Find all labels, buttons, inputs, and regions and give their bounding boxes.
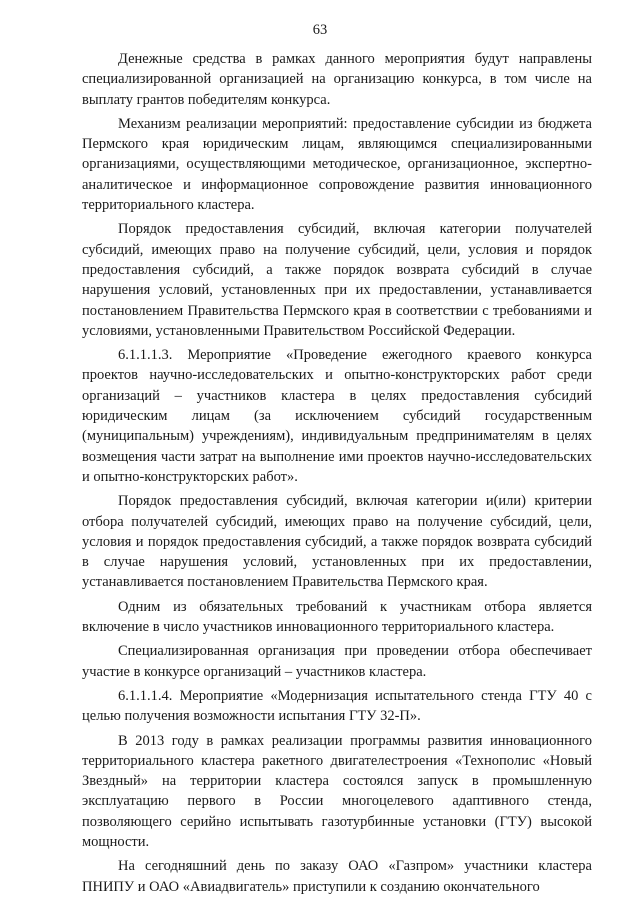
paragraph: В 2013 году в рамках реализации программы развития инновационного территориального кластера ракетного двигателестроения «Технополис «Новый Звездный» на территории кластера состоялся запуск в промышленную эксплуатацию первого в России многоцелевого адаптивного стенда, позволяющего серийно испытывать газотурбинные установки (ГТУ) высокой мощности. — [82, 732, 592, 850]
page-number: 63 — [312, 22, 328, 38]
paragraph: 6.1.1.1.4. Мероприятие «Модернизация испытательного стенда ГТУ 40 с целью получения возможности испытания ГТУ 32-П». — [82, 687, 592, 725]
paragraph: Специализированная организация при проведении отбора обеспечивает участие в конкурсе организаций – участников кластера. — [82, 643, 592, 680]
paragraph: Порядок предоставления субсидий, включая категории получателей субсидий, имеющих право на получение субсидий, цели, условия и порядок предоставления субсидий, а также порядок возврата субсидий в случае нарушения условий, установленных при их предоставлении, устанавливается постановлением Правительства Пермского края в соответствии с требованиями и условиями, установленными Правительством Российской Федерации. — [82, 221, 592, 339]
paragraph: 6.1.1.1.3. Мероприятие «Проведение ежегодного краевого конкурса проектов научно-исследовательских и опытно-конструкторских работ среди организаций – участников кластера в целях предоставления субсидий юридическим лицам (за исключением субсидий государственным (муниципальным) учреждениям), индивидуальным предпринимателям в целях возмещения части затрат на выполнение ими проектов научно-исследовательских и опытно-конструкторских работ». — [82, 347, 592, 485]
paragraph: На сегодняшний день по заказу ОАО «Газпром» участники кластера ПНИПУ и ОАО «Авиадвигатель» приступили к созданию окончательного — [82, 858, 592, 895]
paragraph: Одним из обязательных требований к участникам отбора является включение в число участников инновационного территориального кластера. — [82, 598, 592, 636]
paragraph: Денежные средства в рамках данного мероприятия будут направлены специализированной организацией на организацию конкурса, в том числе на выплату грантов победителям конкурса. — [82, 51, 592, 108]
paragraph: Механизм реализации мероприятий: предоставление субсидии из бюджета Пермского края юридическим лицам, являющимся специализированными организациями, осуществляющими методическое, организационное, экспертно-аналитическое и информационное сопровождение развития инновационного территориального кластера. — [82, 115, 592, 214]
paragraph: Порядок предоставления субсидий, включая категории и(или) критерии отбора получателей субсидий, имеющих право на получение субсидий, цели, условия и порядок предоставления субсидий, а также порядок возврата субсидий в случае нарушения условий, установленных при их предоставлении, устанавливается постановлением Правительства Пермского края. — [82, 493, 592, 591]
body-text — [82, 49, 592, 901]
